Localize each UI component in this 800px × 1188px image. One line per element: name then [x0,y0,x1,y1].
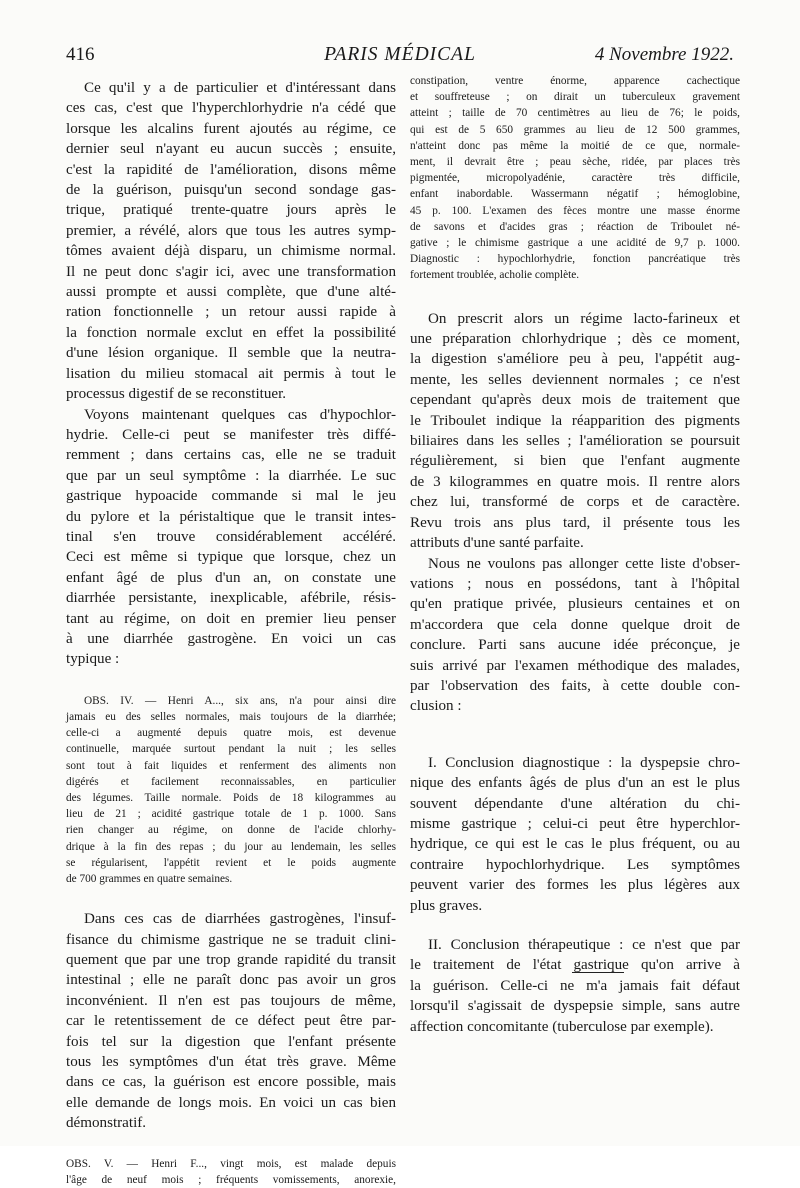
text-line: hydrique, ce qui est le cas le plus fréquent, ou au [410,836,740,853]
text-line: de la guérison, puisqu'un second sondage gas- [66,182,396,199]
paragraph-diagnostic-conclusion [410,753,740,916]
text-line: Dans ces cas de diarrhées gastrogènes, l'insuf- [84,911,396,928]
text-line: Ceci est même si typique que lorsque, chez un [66,549,396,566]
section-separator-rule [572,972,624,973]
text-line: inconvénient. Il n'en est pas toujours de même, [66,992,396,1009]
paragraph-treatment-outcome [410,309,740,554]
text-line: intestinal ; elle ne paraît donc pas avoir un gros [66,972,396,989]
observation-iv [66,693,396,887]
text-line: de 700 grammes en quatre semaines. [66,873,233,886]
text-line: hydrie. Celle-ci peut se manifester très diffé- [66,426,396,443]
text-line: mente, les selles deviennent normales ; ce n'est [410,371,740,388]
text-line: la digestion s'améliore peu à peu, l'appétit aug- [410,351,740,368]
text-line: rien changer au régime, on donne de l'acide chlorhy- [66,824,396,837]
text-line: se régularisent, l'appétit revient et le poids augmente [66,856,396,869]
text-line: constipation, ventre énorme, apparence cachectique [410,75,740,87]
text-line: ces cas, c'est que l'hyperchlorhydrie n'a cédé que [66,100,396,117]
paragraph-gastrogenic-diarrhea [66,909,396,1133]
text-line: nique des enfants âgés de plus d'un an est le plus [410,775,740,792]
text-line: qu'en pratique privée, plusieurs centaines et on [410,596,740,613]
text-line: dernier seul n'ayant eu aucun succès ; ensuite, [66,141,396,158]
text-line: des légumes. Taille normale. Poids de 18 kilogrammes au [66,792,396,804]
text-line: d'une lésion organique. Il semble que la neutra- [66,345,396,362]
text-line: On prescrit alors un régime lacto-farineux et [428,310,740,327]
text-line: aussi prompte et aussi complète, que d'une alté- [66,284,396,301]
text-line: dans ce cas, la guérison est encore possible, mais [66,1074,396,1091]
text-line: enfant âgé de plus d'un an, on constate une [66,569,396,586]
text-line: atteint ; taille de 70 centimètres au lieu de 76; le poids, [410,107,740,120]
text-line: gastrique hypoacide commande si mal le jeu [66,488,396,505]
text-line: plus graves. [410,897,483,914]
text-line: continuelle, marquée surtout pendant la nuit ; les selles [66,743,396,756]
text-line: digérés et facilement reconnaissables, en particulier [66,775,396,788]
text-line: par l'observation des faits, à cette double con- [410,677,740,694]
text-line: Voyons maintenant quelques cas d'hypochlor- [84,406,396,423]
text-line: Diagnostic : hypochlorhydrie, fonction pancréatique très [410,253,740,266]
left-column [66,78,396,1188]
text-line: une préparation chlorhydrique ; dès ce moment, [410,331,740,348]
text-line: peuvent varier des formes les plus légères aux [410,877,740,894]
text-line: attributs d'une santé parfaite. [410,535,584,552]
text-line: jamais eu des selles normales, mais toujours de la diarrhée; [66,710,396,723]
text-line: celle-ci a augmenté depuis quatre mois, est devenue [66,727,396,740]
text-line: tômes avaient déjà disparu, un chimisme normal. [66,243,396,260]
text-line: souvent dépendante d'une altération du chi- [410,795,740,812]
text-line: vations ; nous en possédons, tant à l'hôpital [410,575,740,592]
text-line: à une diarrhée gastrogène. En voici un cas [66,630,396,647]
text-line: gative ; le chimisme gastrique a une acidité de 9,7 p. 1000. [410,237,740,250]
text-line: lieu de 21 ; acidité gastrique totale de 1 p. 1000. Sans [66,808,396,821]
text-line: la fonction normale exclut en effet la possibilité [66,324,396,341]
text-line: n'atteint donc pas même la moitié de ce que, normale- [410,139,740,152]
text-line: Il ne peut donc s'agir ici, avec une transformation [66,263,396,280]
text-line: m'accordera que cela donne quelque droit de [410,616,740,633]
text-line: OBS. IV. — Henri A..., six ans, n'a pour ainsi dire [84,694,396,707]
text-line: suis arrivé par l'examen méthodique des malades, [410,657,740,674]
issue-date: 4 Novembre 1922. [594,44,734,65]
text-line: fortement troublée, acholie complète. [410,269,580,282]
text-line: 45 p. 100. L'examen des fèces montre une masse énorme [410,204,740,217]
paragraph-hyperchlorhydria-discussion [66,78,396,405]
observation-v-start [66,1156,396,1188]
text-line: quement que par une trop grande rapidité du transit [66,952,396,969]
text-line: le Triboulet indique la réapparition des pigments [410,412,740,429]
text-line: I. Conclusion diagnostique : la dyspepsie chro- [428,754,740,771]
text-line: misme gastrique ; celui-ci peut être hyperchlor- [410,815,740,832]
text-line: fisance du chimisme gastrique ne se traduit clini- [66,931,396,948]
text-line: premier, a révélé, alors que tous les autres symp- [66,222,396,239]
text-line: pigmentée, micropolyadénie, caractère très difficile, [410,172,740,185]
text-line: la guérison. Celle-ci ne m'a jamais fait défaut [410,977,740,994]
text-line: sont tout à fait liquides et renferment des aliments non [66,759,396,772]
text-line: II. Conclusion thérapeutique : ce n'est que par [428,937,740,954]
text-line: de savons et d'acides gras ; réaction de Triboulet né- [410,220,740,233]
text-line: lorsque les alcalins furent ajoutés au régime, ce [66,120,396,137]
paragraph-observations-summary [410,554,740,717]
text-line: qui est de 5 650 grammes au lieu de 12 500 grammes, [410,123,740,136]
text-line: Ce qu'il y a de particulier et d'intéressant dans [84,80,396,96]
text-line: typique : [66,651,120,668]
text-line: cependant qu'après deux mois de traitement que [410,392,740,409]
text-line: affection concomitante (tuberculose par exemple). [410,1018,714,1035]
text-line: ment, il devrait être ; peau sèche, ridée, par places très [410,156,740,169]
observation-v-continued [410,73,740,284]
text-line: clusion : [410,698,462,715]
text-line: drique à la fin des repas ; du jour au lendemain, les selles [66,840,396,853]
text-line: régulièrement, si bien que l'enfant augmente [410,453,740,470]
text-line: trique, pratiqué trente-quatre jours après le [66,202,396,219]
paragraph-therapeutic-conclusion [410,935,740,1037]
text-line: tous les symptômes d'un état très grave. Même [66,1054,396,1071]
text-line: conclure. Parti sans aucune idée préconçue, je [410,637,740,654]
text-line: que par un seul symptôme : la diarrhée. Le suc [66,467,396,484]
text-line: elle demande de longs mois. En voici un cas bien [66,1094,396,1111]
journal-title: PARIS MÉDICAL [324,44,476,65]
text-line: diarrhée persistante, inexplicable, afébrile, résis- [66,590,396,607]
text-line: de 3 kilogrammes en quatre mois. Il rentre alors [410,473,740,490]
text-line: tinal s'en trouve considérablement accéléré. [66,528,396,545]
text-line: processus digestif de se reconstituer. [66,386,287,403]
text-line: tant au régime, on doit en premier lieu penser [66,610,396,627]
text-line: contraire hypochlorhydrique. Les symptômes [410,856,740,873]
text-line: enfant inabordable. Wassermann négatif ; hémoglobine, [410,188,740,201]
text-line: chez lui, transformé de corps et de caractère. [410,494,740,511]
text-line: lorsqu'il s'agissait de dyspepsie simple, sans autre [410,998,740,1015]
text-line: le traitement de l'état gastrique qu'on arrive à [410,957,740,974]
text-line: du pylore et la péristaltique que le transit intes- [66,508,396,525]
text-line: OBS. V. — Henri F..., vingt mois, est malade depuis [66,1157,396,1170]
text-line: et souffreteuse ; on dirait un tuberculeux gravement [410,91,740,104]
text-line: biliaires dans les selles ; l'amélioration se poursuit [410,433,740,450]
text-line: c'est la rapidité de l'amélioration, disons même [66,161,396,178]
text-line: remment ; dans certains cas, elle ne se traduit [66,447,396,464]
paragraph-hypochlorhydria-intro [66,405,396,670]
text-line: ration fonctionnelle ; un retour aussi rapide à [66,304,396,321]
text-line: lisation du milieu stomacal ait permis à tout le [66,365,396,382]
text-line: car le retentissement de ce défect peut être par- [66,1013,396,1030]
right-column [410,73,740,1037]
text-line: l'âge de neuf mois ; fréquents vomissements, anorexie, [66,1173,396,1186]
page-number: 416 [66,44,95,65]
text-line: Revu trois ans plus tard, il présente tous les [410,514,740,531]
text-line: fois tel sur la digestion que l'enfant présente [66,1033,396,1050]
text-line: démonstratif. [66,1115,147,1132]
text-line: Nous ne voulons pas allonger cette liste d'obser- [428,555,740,572]
